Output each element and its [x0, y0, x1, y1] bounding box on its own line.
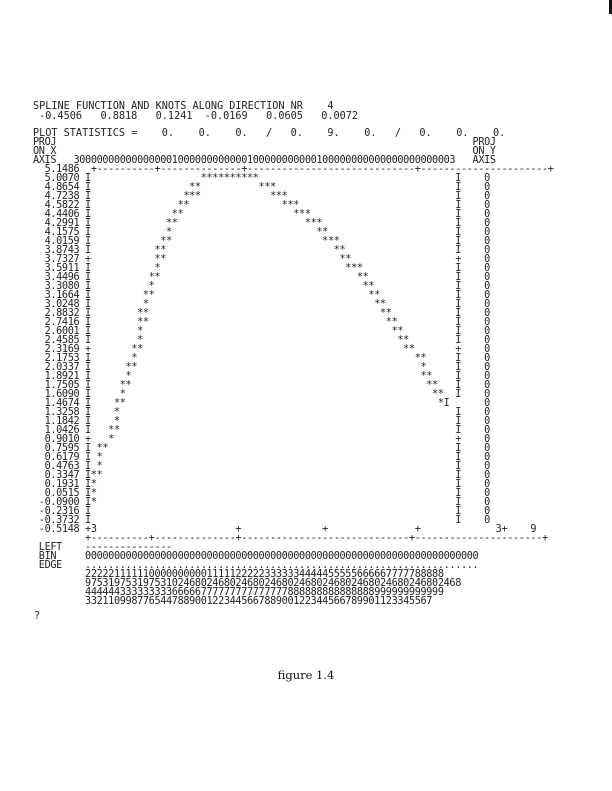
question-mark: ? [34, 611, 41, 622]
coefficients-line: -0.4506 0.8818 0.1241 -0.0169 0.0605 0.0072 [33, 111, 359, 122]
ascii-plot-printout: PROJ PROJ ON X ON Y AXIS 300000000000000001000000000000100000000000100000000000000000000003 AXIS 5.1486 +----------+--------------+-----------------------------+----------------------+ 5.0070 I ********** I 0 4.8654 I ** *** I 0 4.7238 I *** *** I 0 4.5822 I ** *** I 0 4.4406 I ** *** I 0 4.2991 I ** *** I 0 4.1575 I * ** I 0 4.0159 I ** *** I 0 3.8743 I ** ** I 0 3.7327 + ** ** + 0 3.5911 I * *** I 0 3.4496 I ** ** I 0 3.3080 I * ** I 0 3.1664 I ** ** I 0 3.0248 I * ** I 0 2.8832 I ** ** I 0 2.7416 I ** ** I 0 2.6001 I * ** I 0 2.4585 I * ** I 0 2.3169 + ** ** + 0 2.1753 I * ** I 0 2.0337 I ** * I 0 1.8921 I * ** I 0 1.7505 I ** ** I 0 1.6090 I * ** I 0 1.4674 I ** *I 0 1.3258 I * I 0 1.1842 I * I 0 1.0426 I ** I 0 0.9010 + * + 0 0.7595 I ** I 0 0.6179 I * I 0 0.4763 I * I 0 0.3347 I** I 0 0.1931 I* I 0 0.0515 I* I 0 -0.0900 I* I 0 -0.2316 I I 0 -0.3732 I I 0 -0.5148 +3 + + + 3+ 9 +----------+--------------+-----------------------------+----------------------+ LEFT --------------- BIN 00000000000000000000000000000000000000000000000000000000000000000000 EDGE .................................................................... 22222111111000000000011111222223333334444455555666667777788888 97531975319753102468024680246802468024680246802468024680246802468 44444433333333366666777777777777777888888888888888999999999999 33211099877654478890012234456678890012234456678990112334556​7 [33, 137, 554, 607]
plot-statistics-line: PLOT STATISTICS = 0. 0. 0. / 0. 9. 0. / 0. 0. 0. [33, 128, 506, 139]
title-line: SPLINE FUNCTION AND KNOTS ALONG DIRECTION NR 4 [33, 101, 334, 112]
figure-caption: figure 1.4 [277, 668, 335, 682]
